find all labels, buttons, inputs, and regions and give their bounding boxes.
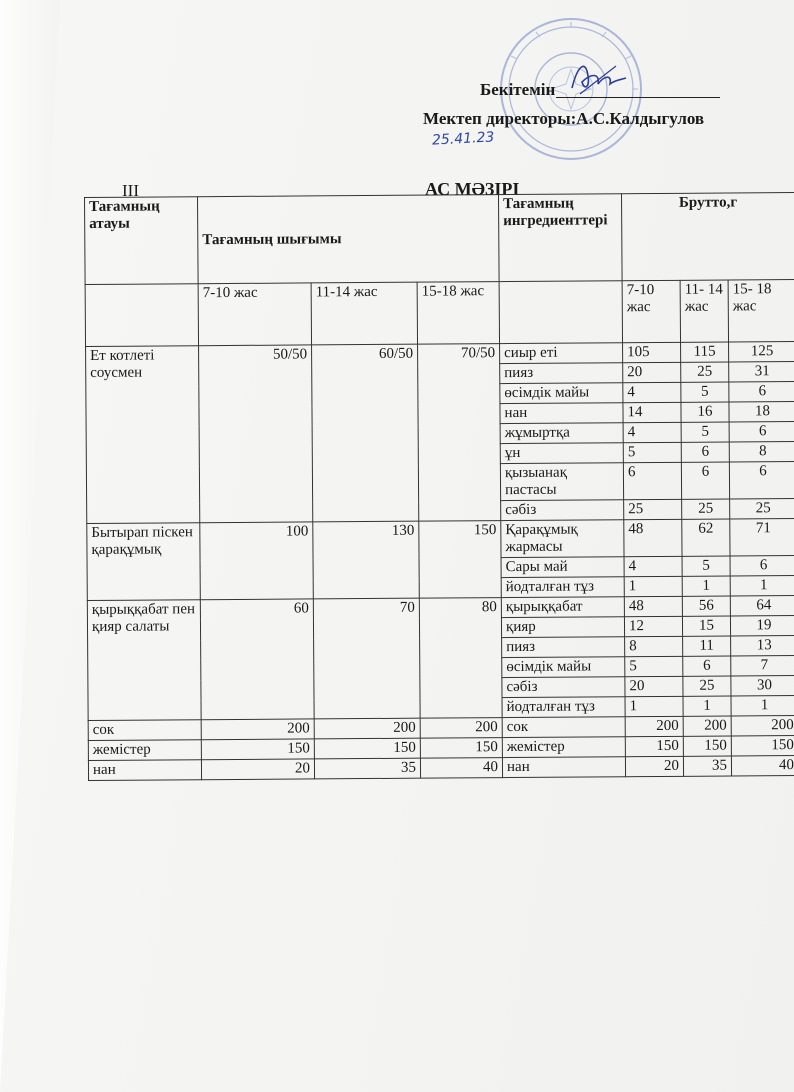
ingredient-value: 1 xyxy=(731,696,794,716)
ingredient-value: 6 xyxy=(681,462,729,499)
ingredient-value: 19 xyxy=(730,616,794,636)
ingredient-name: сиыр еті xyxy=(500,343,623,364)
ingredient-value: 115 xyxy=(681,342,729,362)
ingredient-value: 25 xyxy=(683,676,731,696)
table-row xyxy=(87,519,794,561)
ingredient-value: 20 xyxy=(625,676,683,696)
ingredient-name: қияр xyxy=(501,617,624,638)
ingredient-value: 11 xyxy=(683,636,731,656)
ingredient-value: 48 xyxy=(624,596,682,616)
ingredient-value: 5 xyxy=(625,656,683,676)
dish-yield: 150 xyxy=(419,521,502,599)
ingredient-value: 5 xyxy=(623,442,681,462)
director-label: Мектеп директоры:А.С.Калдыгулов xyxy=(423,109,705,128)
section-number: III xyxy=(122,181,139,200)
dish-name: Ет котлеті соусмен xyxy=(86,346,200,524)
ingredient-value: 5 xyxy=(681,422,729,442)
dish-yield: 200 xyxy=(420,718,502,739)
ingredient-name: жұмыртқа xyxy=(500,423,623,444)
ingredient-value: 64 xyxy=(730,596,794,616)
ingredient-value: 16 xyxy=(681,402,729,422)
ingredient-value: 6 xyxy=(623,462,681,499)
age-brutto-2: 11- 14 жас xyxy=(680,280,728,342)
dish-yield: 200 xyxy=(314,718,420,739)
ingredient-name: йодталған тұз xyxy=(501,577,624,598)
ingredient-value: 4 xyxy=(623,382,681,402)
ingredient-value: 8 xyxy=(625,636,683,656)
ingredient-name: өсімдік майы xyxy=(500,383,623,404)
age-row xyxy=(85,280,794,347)
empty-cell xyxy=(499,281,622,344)
col-header-ingredients: Тағамның ингредиенттері xyxy=(499,194,623,282)
dish-name: сок xyxy=(88,720,201,741)
header-row xyxy=(85,193,794,285)
col-header-brutto: Брутто,г xyxy=(622,193,794,281)
ingredient-value: 5 xyxy=(682,556,730,576)
ingredient-value: 25 xyxy=(681,362,729,382)
ingredient-value: 6 xyxy=(729,462,794,499)
ingredient-value: 200 xyxy=(625,716,683,736)
ingredient-value: 1 xyxy=(624,576,682,596)
ingredient-value: 62 xyxy=(682,519,730,556)
page-title: АС МӘЗІРІ xyxy=(425,179,520,199)
ingredient-value: 1 xyxy=(682,576,730,596)
ingredient-value: 105 xyxy=(623,342,681,362)
col-header-yield: Тағамның шығымы xyxy=(198,195,500,284)
ingredient-value: 20 xyxy=(623,362,681,382)
ingredient-value: 200 xyxy=(683,716,731,736)
ingredient-value: 125 xyxy=(729,342,794,362)
ingredient-value: 25 xyxy=(624,499,682,519)
dish-yield: 60/50 xyxy=(312,344,419,522)
ingredient-value: 35 xyxy=(683,756,731,776)
dish-name: нан xyxy=(88,760,201,781)
col-header-name: Тағамның атауы xyxy=(85,197,199,285)
ingredient-value: 8 xyxy=(729,442,794,462)
ingredient-value: 12 xyxy=(624,616,682,636)
ingredient-value: 6 xyxy=(729,382,794,402)
dish-yield: 60 xyxy=(200,599,314,720)
ingredient-value: 31 xyxy=(729,362,794,382)
ingredient-name: Қарақұмық жармасы xyxy=(501,520,624,558)
age-yield-2: 11-14 жас xyxy=(311,282,417,345)
dish-yield: 20 xyxy=(201,759,314,780)
age-yield-3: 15-18 жас xyxy=(417,282,499,345)
ingredient-name: сок xyxy=(502,717,625,738)
dish-yield: 150 xyxy=(201,739,314,760)
ingredient-value: 18 xyxy=(729,402,794,422)
dish-yield: 40 xyxy=(420,758,502,779)
dish-yield: 35 xyxy=(314,758,420,779)
ingredient-name: пияз xyxy=(502,637,625,658)
dish-name: Бытырап піскен қарақұмық xyxy=(87,523,201,601)
ingredient-value: 71 xyxy=(730,519,794,556)
ingredient-value: 25 xyxy=(682,499,730,519)
ingredient-value: 14 xyxy=(623,402,681,422)
age-yield-1: 7-10 жас xyxy=(198,283,311,346)
ingredient-name: пияз xyxy=(500,363,623,384)
dish-yield: 70 xyxy=(313,598,420,719)
ingredient-value: 150 xyxy=(625,736,683,756)
dish-yield: 150 xyxy=(420,738,502,759)
ingredient-value: 150 xyxy=(683,736,731,756)
ingredient-value: 30 xyxy=(731,676,794,696)
dish-yield: 100 xyxy=(200,522,314,600)
approve-label: Бекітемін xyxy=(480,80,556,99)
ingredient-value: 6 xyxy=(681,442,729,462)
empty-cell xyxy=(85,284,198,347)
ingredient-value: 6 xyxy=(683,656,731,676)
ingredient-name: сәбіз xyxy=(501,500,624,521)
ingredient-value: 15 xyxy=(682,616,730,636)
dish-name: қырыққабат пен қияр салаты xyxy=(87,600,201,721)
ingredient-name: өсімдік майы xyxy=(502,657,625,678)
dish-yield: 150 xyxy=(314,738,420,759)
ingredient-name: қырыққабат xyxy=(501,597,624,618)
dish-yield: 70/50 xyxy=(418,344,501,522)
menu-table xyxy=(84,192,794,781)
signature-icon xyxy=(560,54,630,100)
signature-date: 25.41.23 xyxy=(431,129,495,149)
ingredient-name: нан xyxy=(500,403,623,424)
ingredient-name: ұн xyxy=(500,443,623,464)
ingredient-value: 20 xyxy=(625,756,683,776)
ingredient-value: 4 xyxy=(623,422,681,442)
dish-yield: 200 xyxy=(201,719,314,740)
ingredient-value: 5 xyxy=(681,382,729,402)
dish-yield: 80 xyxy=(419,598,502,719)
ingredient-name: сәбіз xyxy=(502,677,625,698)
dish-yield: 50/50 xyxy=(199,345,313,523)
ingredient-value: 1 xyxy=(683,696,731,716)
ingredient-value: 200 xyxy=(731,716,794,736)
age-brutto-1: 7-10 жас xyxy=(622,280,680,342)
ingredient-value: 40 xyxy=(731,756,794,776)
dish-name: жемістер xyxy=(88,740,201,761)
ingredient-value: 1 xyxy=(625,696,683,716)
ingredient-name: нан xyxy=(502,757,625,778)
table-row xyxy=(88,756,794,781)
ingredient-value: 150 xyxy=(731,736,794,756)
dish-yield: 130 xyxy=(313,521,420,599)
ingredient-value: 25 xyxy=(730,499,794,519)
ingredient-value: 56 xyxy=(682,596,730,616)
ingredient-value: 1 xyxy=(730,576,794,596)
ingredient-name: йодталған тұз xyxy=(502,697,625,718)
ingredient-value: 48 xyxy=(624,519,682,556)
ingredient-value: 13 xyxy=(731,636,794,656)
signature-line xyxy=(556,97,720,98)
ingredient-value: 4 xyxy=(624,556,682,576)
ingredient-name: жемістер xyxy=(502,737,625,758)
ingredient-name: қызыанақ пастасы xyxy=(500,463,623,501)
ingredient-value: 6 xyxy=(730,556,794,576)
age-brutto-3: 15- 18 жас xyxy=(728,280,794,342)
ingredient-value: 7 xyxy=(731,656,794,676)
ingredient-name: Сары май xyxy=(501,557,624,578)
ingredient-value: 6 xyxy=(729,422,794,442)
